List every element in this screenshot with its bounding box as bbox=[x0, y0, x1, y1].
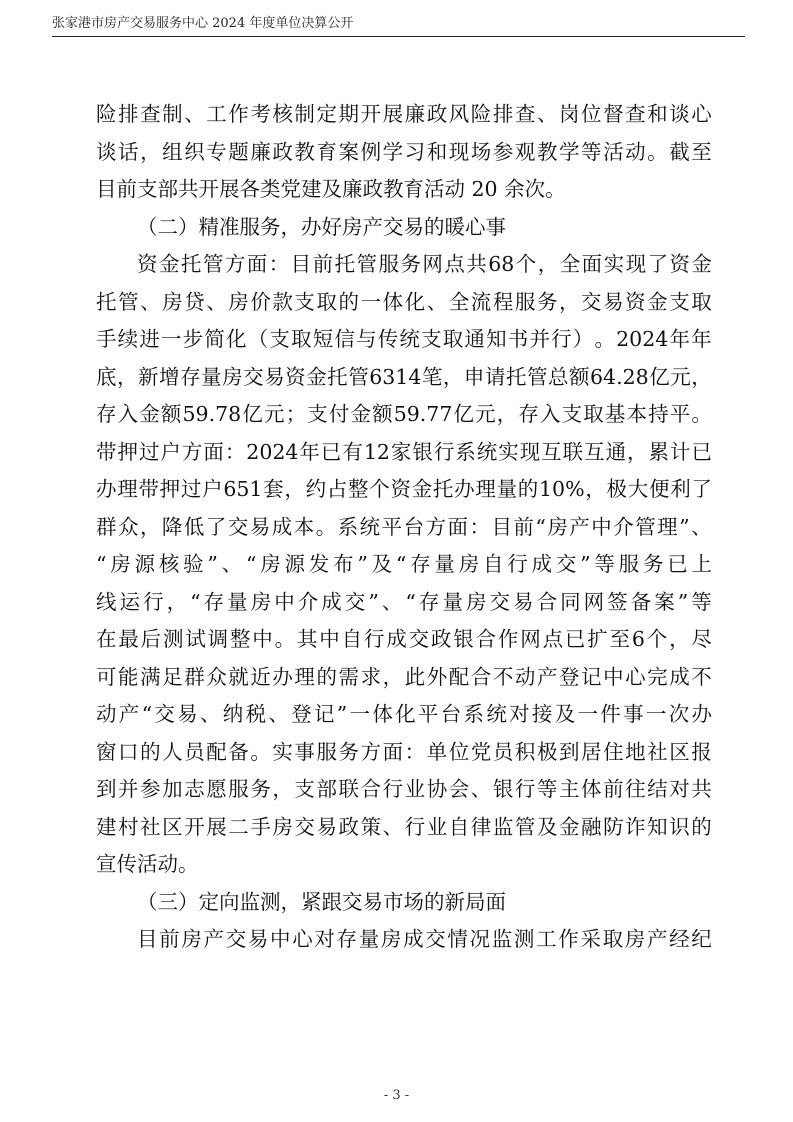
page-number: - 3 - bbox=[383, 1088, 410, 1103]
paragraph-line: “ 房 源 核 验 ” 、 “ 房 源 发 布 ” 及 “ 存 量 房 自 行 成 交 ” 等 服 务 已 上 bbox=[96, 552, 712, 576]
paragraph-line: 底 ， 新 增 存 量 房 交 易 资 金 托 管 6314 笔 ， 申 请 托 管 总 额 64.28 亿 元 ， bbox=[96, 364, 712, 389]
paragraph-line: 目前支部共开展各类党建及廉政教育活动 20 余次。 bbox=[96, 177, 566, 201]
paragraph-line: 资 金 托 管 方 面 ： 目 前 托 管 服 务 网 点 共 68 个 ， 全 面 实 现 了 资 金 bbox=[137, 252, 712, 276]
paragraph-line: 宣传活动。 bbox=[96, 852, 199, 876]
paragraph-line: 可 能 满 足 群 众 就 近 办 理 的 需 求 ， 此 外 配 合 不 动 产 登 记 中 心 完 成 不 bbox=[96, 664, 712, 689]
paragraph-line: 建 村 社 区 开 展 二 手 房 交 易 政 策 、 行 业 自 律 监 管 及 金 融 防 诈 知 识 的 bbox=[96, 814, 712, 839]
document-body bbox=[96, 96, 712, 959]
paragraph-line: 动 产 “ 交 易 、 纳 税 、 登 记 ” 一 体 化 平 台 系 统 对 接 及 一 件 事 一 次 办 bbox=[96, 702, 712, 726]
paragraph-line: 谈 话 ， 组 织 专 题 廉 政 教 育 案 例 学 习 和 现 场 参 观 教 学 等 活 动 。 截 至 bbox=[96, 139, 712, 164]
header-title: 张家港市房产交易服务中心 2024 年度单位决算公开 bbox=[52, 16, 354, 31]
paragraph-line: 窗 口 的 人 员 配 备 。 实 事 服 务 方 面 ： 单 位 党 员 积 极 到 居 住 地 社 区 报 bbox=[96, 739, 712, 764]
paragraph-line: 到 并 参 加 志 愿 服 务 ， 支 部 联 合 行 业 协 会 、 银 行 等 主 体 前 往 结 对 共 bbox=[96, 777, 712, 801]
section-heading: （三）定向监测，紧跟交易市场的新局面 bbox=[137, 889, 506, 914]
paragraph-line: 群 众 ， 降 低 了 交 易 成 本 。 系 统 平 台 方 面 ： 目 前 “ 房 产 中 介 管 理 ” 、 bbox=[96, 514, 712, 539]
paragraph-line: 险 排 查 制 、 工 作 考 核 制 定 期 开 展 廉 政 风 险 排 查 、 岗 位 督 查 和 谈 心 bbox=[96, 102, 712, 126]
paragraph-line: 办 理 带 押 过 户 651 套 ， 约 占 整 个 资 金 托 办 理 量 的 10% ， 极 大 便 利 了 bbox=[96, 477, 712, 501]
paragraph-line: 目 前 房 产 交 易 中 心 对 存 量 房 成 交 情 况 监 测 工 作 采 取 房 产 经 纪 bbox=[137, 927, 712, 951]
paragraph-line: 带 押 过 户 方 面 ： 2024 年 已 有 12 家 银 行 系 统 实 现 互 联 互 通 ， 累 计 已 bbox=[96, 439, 712, 464]
section-heading: （二）精准服务，办好房产交易的暖心事 bbox=[137, 214, 506, 239]
paragraph-line: 手 续 进 一 步 简 化 （ 支 取 短 信 与 传 统 支 取 通 知 书 并 行 ） 。 2024 年 年 bbox=[96, 327, 712, 351]
paragraph-line: 存 入 金 额 59.78 亿 元 ； 支 付 金 额 59.77 亿 元 ， 存 入 支 取 基 本 持 平 。 bbox=[96, 402, 712, 426]
paragraph-line: 线 运 行 ， “ 存 量 房 中 介 成 交 ” 、 “ 存 量 房 交 易 合 同 网 签 备 案 ” 等 bbox=[96, 589, 712, 614]
page-header bbox=[52, 14, 745, 37]
paragraph-line: 托 管 、 房 贷 、 房 价 款 支 取 的 一 体 化 、 全 流 程 服 务 ， 交 易 资 金 支 取 bbox=[96, 289, 712, 314]
paragraph-line: 在 最 后 测 试 调 整 中 。 其 中 自 行 成 交 政 银 合 作 网 点 已 扩 至 6 个 ， 尽 bbox=[96, 627, 712, 651]
